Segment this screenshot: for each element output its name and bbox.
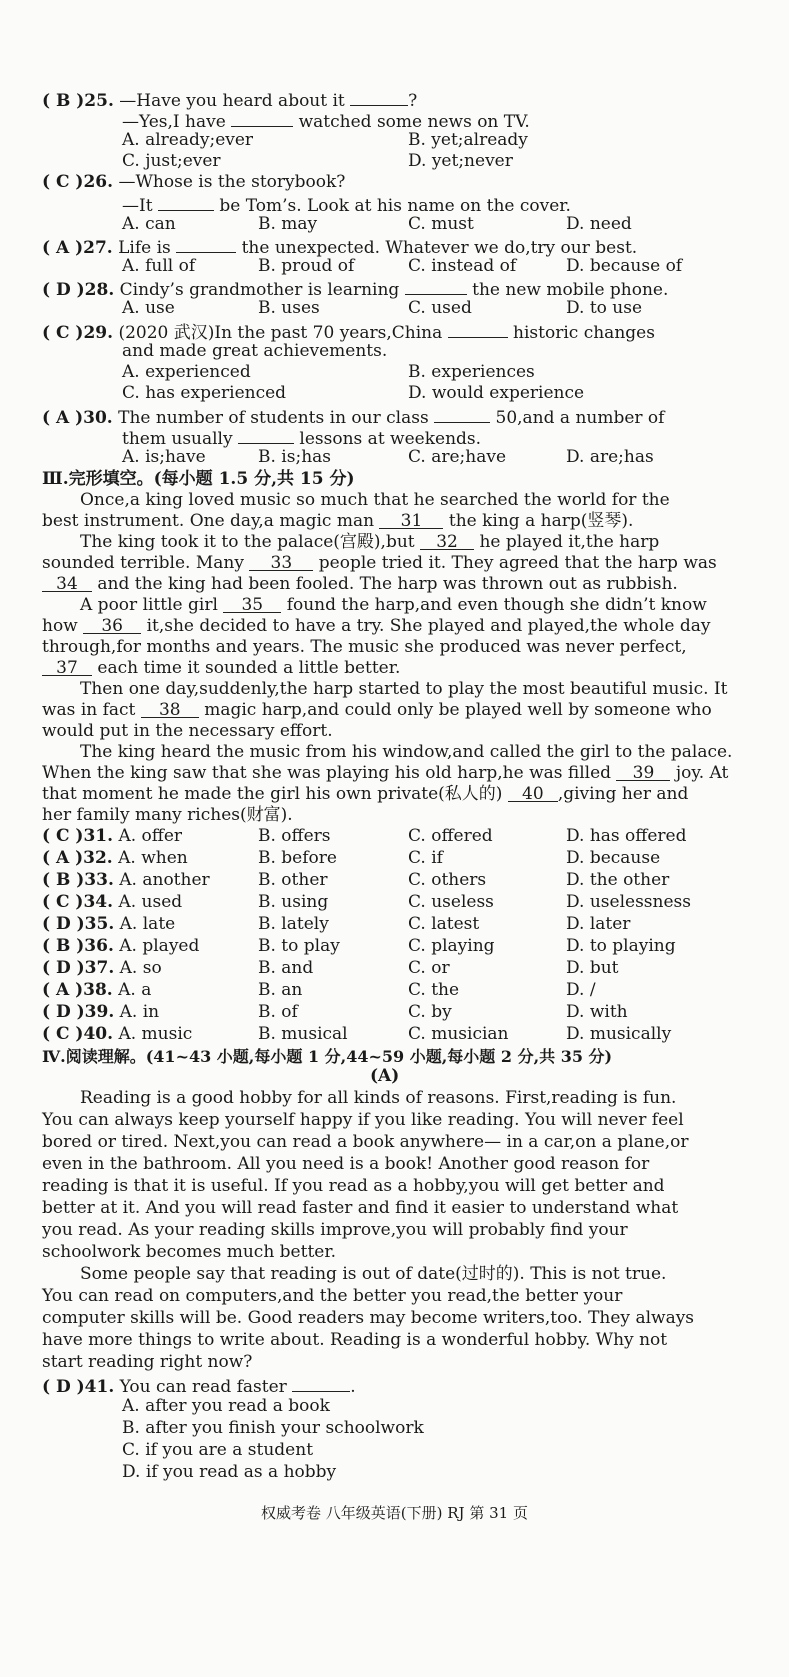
passage-line: Some people say that reading is out of date(过时的). This is not true. — [80, 1264, 667, 1284]
cloze-text: sounded terrible. Many — [42, 553, 244, 573]
option-d: D. need — [566, 214, 632, 234]
option-c: C. offered — [408, 826, 493, 846]
blank-35: 35 — [223, 595, 281, 613]
option-a: A. late — [119, 914, 176, 934]
option-d: D. because — [566, 848, 661, 868]
option-c: C. playing — [408, 936, 495, 956]
option-b: B. offers — [258, 826, 331, 846]
answer-mark: ( B )33. — [42, 870, 114, 890]
question-29-cont: and made great achievements. — [122, 341, 388, 361]
answer-mark: ( C )29. — [42, 323, 114, 343]
option-b: B. after you finish your schoolwork — [122, 1418, 424, 1438]
option-a: A. is;have — [122, 447, 206, 467]
blank-40: 40 — [508, 784, 558, 802]
option-a: A. full of — [122, 256, 196, 276]
option-b: B. is;has — [258, 447, 331, 467]
option-d: D. if you read as a hobby — [122, 1462, 337, 1482]
option-d: D. are;has — [566, 447, 654, 467]
option-a: A. in — [119, 1002, 160, 1022]
option-c: C. just;ever — [122, 151, 221, 171]
option-c: C. if you are a student — [122, 1440, 314, 1460]
option-a: A. can — [122, 214, 176, 234]
question-text: watched some news on TV. — [298, 112, 530, 132]
option-c: C. are;have — [408, 447, 507, 467]
cloze-text: ,giving her and — [557, 784, 689, 804]
section-4-heading: Ⅳ.阅读理解。(41~43 小题,每小题 1 分,44~59 小题,每小题 2 分,共 35 分) — [42, 1047, 613, 1066]
answer-mark: ( D )28. — [42, 280, 115, 300]
question-26 — [42, 172, 345, 193]
page-footer: 权威考卷 八年级英语(下册) RJ 第 31 页 — [261, 1504, 528, 1522]
option-c: C. if — [408, 848, 443, 868]
question-text: 50,and a number of — [495, 408, 665, 428]
option-b: B. musical — [258, 1024, 348, 1044]
question-text: —Have you heard about it — [119, 91, 345, 111]
answer-mark: ( A )30. — [42, 408, 113, 428]
option-c: C. by — [408, 1002, 452, 1022]
blank-34: 34 — [42, 574, 92, 592]
cloze-text: magic harp,and could only be played well by someone who — [204, 700, 712, 720]
option-a: A. when — [118, 848, 188, 868]
passage-line: schoolwork becomes much better. — [42, 1242, 336, 1262]
option-d: D. has offered — [566, 826, 687, 846]
question-26-reply — [122, 193, 571, 217]
blank — [231, 109, 293, 127]
cloze-line: Then one day,suddenly,the harp started to play the most beautiful music. It — [80, 679, 728, 699]
option-c: C. must — [408, 214, 474, 234]
answer-mark: ( B )36. — [42, 936, 114, 956]
answer-mark: ( D )37. — [42, 958, 115, 978]
option-a: A. after you read a book — [122, 1396, 330, 1416]
answer-mark: ( D )39. — [42, 1002, 115, 1022]
cloze-line — [42, 616, 711, 637]
question-text: the new mobile phone. — [472, 280, 669, 300]
option-c: C. has experienced — [122, 383, 287, 403]
option-a: A. already;ever — [122, 130, 254, 150]
blank-33: 33 — [249, 553, 313, 571]
cloze-text: joy. At — [675, 763, 729, 783]
option-c: C. the — [408, 980, 460, 1000]
option-a: A. another — [119, 870, 210, 890]
cloze-line — [42, 784, 688, 805]
cloze-text: people tried it. They agreed that the harp was — [318, 553, 717, 573]
option-b: B. uses — [258, 298, 320, 318]
option-b: B. lately — [258, 914, 329, 934]
option-c: C. musician — [408, 1024, 509, 1044]
cloze-line — [42, 574, 678, 595]
cloze-line: through,for months and years. The music she produced was never perfect, — [42, 637, 687, 657]
option-b: B. using — [258, 892, 329, 912]
question-text: be Tom’s. Look at his name on the cover. — [219, 196, 571, 216]
option-a: A. experienced — [122, 362, 251, 382]
cloze-text: it,she decided to have a try. She played and played,the whole day — [146, 616, 711, 636]
option-d: D. musically — [566, 1024, 672, 1044]
option-a: A. a — [118, 980, 152, 1000]
option-c: C. instead of — [408, 256, 517, 276]
option-a: A. used — [118, 892, 183, 912]
passage-line: computer skills will be. Good readers may become writers,too. They always — [42, 1308, 695, 1328]
option-b: B. other — [258, 870, 328, 890]
option-d: D. the other — [566, 870, 670, 890]
option-b: B. yet;already — [408, 130, 528, 150]
option-row — [42, 826, 182, 847]
option-a: A. so — [119, 958, 162, 978]
option-d: D. yet;never — [408, 151, 513, 171]
option-d: D. because of — [566, 256, 683, 276]
blank — [405, 277, 467, 295]
answer-mark: ( C )31. — [42, 826, 114, 846]
cloze-line — [42, 553, 717, 574]
option-c: C. or — [408, 958, 450, 978]
question-text: Life is — [118, 238, 171, 258]
option-d: D. but — [566, 958, 619, 978]
passage-line: even in the bathroom. All you need is a book! Another good reason for — [42, 1154, 650, 1174]
option-b: B. before — [258, 848, 337, 868]
option-c: C. others — [408, 870, 487, 890]
question-text: lessons at weekends. — [299, 429, 482, 449]
option-row — [42, 980, 151, 1001]
passage-line: start reading right now? — [42, 1352, 253, 1372]
option-b: B. may — [258, 214, 318, 234]
question-text: them usually — [122, 429, 233, 449]
option-row — [42, 958, 162, 979]
option-row — [42, 1002, 159, 1023]
option-d: D. / — [566, 980, 596, 1000]
answer-mark: ( A )32. — [42, 848, 113, 868]
part-a-heading: (A) — [370, 1066, 400, 1086]
option-c: C. useless — [408, 892, 494, 912]
option-d: D. to use — [566, 298, 643, 318]
question-text: ? — [408, 91, 418, 111]
option-a: A. played — [119, 936, 200, 956]
answer-mark: ( C )34. — [42, 892, 114, 912]
option-a: A. music — [118, 1024, 193, 1044]
blank — [292, 1374, 350, 1392]
option-b: B. to play — [258, 936, 340, 956]
question-text: historic changes — [513, 323, 655, 343]
answer-mark: ( C )40. — [42, 1024, 114, 1044]
option-d: D. later — [566, 914, 631, 934]
passage-line: you read. As your reading skills improve,you will probably find your — [42, 1220, 628, 1240]
blank — [176, 235, 236, 253]
option-b: B. and — [258, 958, 314, 978]
question-text: the unexpected. Whatever we do,try our best. — [241, 238, 638, 258]
cloze-line: her family many riches(财富). — [42, 805, 293, 825]
question-text: —Yes,I have — [122, 112, 226, 132]
option-b: B. experiences — [408, 362, 535, 382]
option-a: A. offer — [118, 826, 183, 846]
blank — [448, 320, 508, 338]
blank — [434, 405, 490, 423]
question-41 — [42, 1374, 356, 1398]
option-d: D. uselessness — [566, 892, 691, 912]
cloze-text: When the king saw that she was playing his old harp,he was filled — [42, 763, 612, 783]
passage-line: have more things to write about. Reading is a wonderful hobby. Why not — [42, 1330, 668, 1350]
option-d: D. with — [566, 1002, 628, 1022]
passage-line: You can read on computers,and the better you read,the better your — [42, 1286, 623, 1306]
cloze-line — [42, 763, 728, 784]
passage-line: bored or tired. Next,you can read a book anywhere— in a car,on a plane,or — [42, 1132, 689, 1152]
cloze-line: Once,a king loved music so much that he searched the world for the — [80, 490, 670, 510]
option-d: D. to playing — [566, 936, 676, 956]
passage-line: You can always keep yourself happy if you like reading. You will never feel — [42, 1110, 684, 1130]
blank-31: 31 — [379, 511, 443, 529]
cloze-text: and the king had been fooled. The harp was thrown out as rubbish. — [97, 574, 678, 594]
cloze-text: A poor little girl — [80, 595, 218, 615]
answer-mark: ( A )27. — [42, 238, 113, 258]
cloze-text: The king took it to the palace(宫殿),but — [80, 532, 415, 552]
question-text: —It — [122, 196, 153, 216]
question-text: (2020 武汉)In the past 70 years,China — [118, 323, 443, 343]
option-a: A. use — [122, 298, 175, 318]
answer-mark: ( D )41. — [42, 1377, 115, 1397]
option-row — [42, 1024, 192, 1045]
option-row — [42, 848, 188, 869]
cloze-text: how — [42, 616, 78, 636]
option-c: C. used — [408, 298, 472, 318]
option-row — [42, 936, 199, 957]
cloze-line — [80, 595, 707, 616]
passage-line: reading is that it is useful. If you read as a hobby,you will get better and — [42, 1176, 665, 1196]
section-3-heading: Ⅲ.完形填空。(每小题 1.5 分,共 15 分) — [42, 469, 355, 489]
cloze-text: best instrument. One day,a magic man — [42, 511, 375, 531]
cloze-text: that moment he made the girl his own private(私人的) — [42, 784, 503, 804]
blank-39: 39 — [616, 763, 670, 781]
option-d: D. would experience — [408, 383, 585, 403]
blank — [158, 193, 214, 211]
blank-32: 32 — [420, 532, 474, 550]
blank — [238, 426, 294, 444]
answer-mark: ( D )35. — [42, 914, 115, 934]
question-text: . — [350, 1377, 356, 1397]
option-b: B. an — [258, 980, 303, 1000]
option-b: B. proud of — [258, 256, 355, 276]
blank — [350, 88, 408, 106]
passage-line: Reading is a good hobby for all kinds of reasons. First,reading is fun. — [80, 1088, 677, 1108]
cloze-text: was in fact — [42, 700, 136, 720]
cloze-line — [42, 658, 400, 679]
option-row — [42, 892, 182, 913]
option-row — [42, 870, 210, 891]
answer-mark: ( C )26. — [42, 172, 114, 192]
cloze-text: found the harp,and even though she didn’t know — [286, 595, 707, 615]
cloze-line: would put in the necessary effort. — [42, 721, 333, 741]
answer-mark: ( B )25. — [42, 91, 114, 111]
passage-line: better at it. And you will read faster and find it easier to understand what — [42, 1198, 679, 1218]
blank-38: 38 — [141, 700, 199, 718]
question-text: Cindy’s grandmother is learning — [119, 280, 400, 300]
question-text: You can read faster — [119, 1377, 287, 1397]
cloze-text: each time it sounded a little better. — [97, 658, 401, 678]
cloze-line — [80, 532, 659, 553]
cloze-line — [42, 700, 712, 721]
cloze-line: The king heard the music from his window,and called the girl to the palace. — [80, 742, 733, 762]
question-text: —Whose is the storybook? — [118, 172, 346, 192]
blank-36: 36 — [83, 616, 141, 634]
cloze-line — [42, 511, 633, 532]
question-text: The number of students in our class — [118, 408, 429, 428]
cloze-text: the king a harp(竖琴). — [448, 511, 634, 531]
option-c: C. latest — [408, 914, 480, 934]
cloze-text: he played it,the harp — [479, 532, 660, 552]
blank-37: 37 — [42, 658, 92, 676]
option-row — [42, 914, 175, 935]
answer-mark: ( A )38. — [42, 980, 113, 1000]
option-b: B. of — [258, 1002, 298, 1022]
